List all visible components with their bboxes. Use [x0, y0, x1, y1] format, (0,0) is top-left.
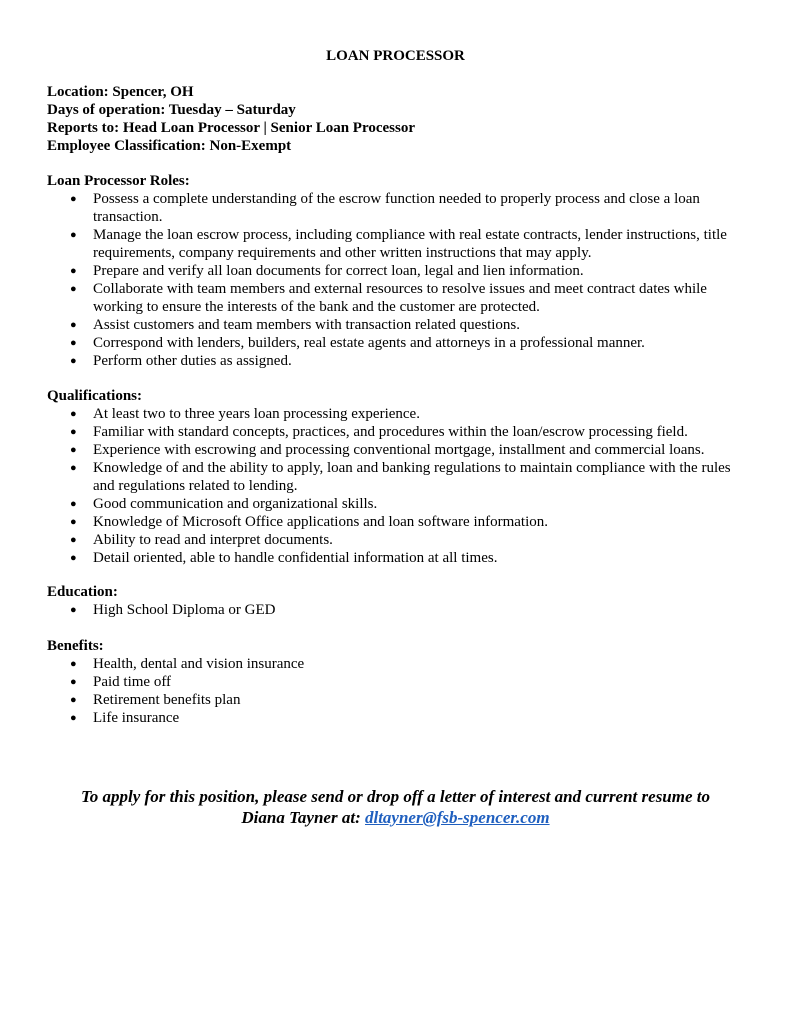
list-item: [47, 280, 743, 316]
bullet-icon: ●: [70, 712, 77, 724]
list-item-text: Perform other duties as assigned.: [93, 353, 292, 369]
education-list: [47, 601, 747, 619]
bullet-icon: ●: [70, 355, 77, 367]
list-item-text: Correspond with lenders, builders, real estate agents and attorneys in a professional manner.: [93, 335, 645, 351]
list-item: [47, 316, 743, 334]
list-item: [47, 709, 743, 727]
list-item-text: Knowledge of and the ability to apply, loan and banking regulations to maintain compliance with the rules and regulations related to lending.: [93, 460, 731, 494]
list-item-text: Possess a complete understanding of the escrow function needed to properly process and close a loan transaction.: [93, 191, 700, 225]
list-item: [47, 334, 743, 352]
bullet-icon: ●: [70, 676, 77, 688]
bullet-icon: ●: [70, 283, 77, 295]
roles-section: [47, 172, 747, 370]
list-item-text: Good communication and organizational skills.: [93, 496, 378, 512]
roles-heading: Loan Processor Roles:: [47, 173, 190, 189]
page-title: LOAN PROCESSOR: [326, 48, 465, 64]
bullet-icon: ●: [70, 462, 77, 474]
list-item: [47, 495, 743, 513]
list-item-text: Knowledge of Microsoft Office applications and loan software information.: [93, 514, 549, 530]
list-item-text: Retirement benefits plan: [93, 692, 241, 708]
list-item-text: Ability to read and interpret documents.: [93, 532, 333, 548]
qualifications-heading: Qualifications:: [47, 388, 143, 404]
education-heading: Education:: [47, 584, 118, 600]
list-item: [47, 190, 743, 226]
bullet-icon: ●: [70, 337, 77, 349]
bullet-icon: ●: [70, 658, 77, 670]
apply-contact-name: Diana Tayner at:: [241, 808, 365, 827]
list-item-text: Health, dental and vision insurance: [93, 656, 305, 672]
bullet-icon: ●: [70, 319, 77, 331]
list-item: [47, 262, 743, 280]
list-item-text: Collaborate with team members and external resources to resolve issues and meet contract dates while working to ensure the interests of the bank and the customer are protected.: [93, 281, 707, 315]
list-item: [47, 441, 743, 459]
list-item-text: Assist customers and team members with transaction related questions.: [93, 317, 520, 333]
list-item-text: At least two to three years loan processing experience.: [93, 406, 420, 422]
location: Location: Spencer, OH: [47, 84, 194, 100]
bullet-icon: ●: [70, 516, 77, 528]
qualifications-section: [47, 387, 747, 567]
apply-line-1: To apply for this position, please send or drop off a letter of interest and current resume to: [80, 787, 711, 806]
list-item-text: Life insurance: [93, 710, 180, 726]
reports-to: Reports to: Head Loan Processor | Senior Loan Processor: [47, 120, 415, 136]
list-item: [47, 513, 743, 531]
job-meta: [47, 83, 415, 155]
benefits-list: [47, 655, 747, 727]
education-section: [47, 583, 747, 619]
list-item: [47, 352, 743, 370]
bullet-icon: ●: [70, 552, 77, 564]
list-item: [47, 423, 743, 441]
employee-classification: Employee Classification: Non-Exempt: [47, 138, 292, 154]
bullet-icon: ●: [70, 426, 77, 438]
benefits-section: [47, 637, 747, 727]
bullet-icon: ●: [70, 265, 77, 277]
list-item: [47, 405, 743, 423]
bullet-icon: ●: [70, 229, 77, 241]
email-link[interactable]: dltayner@fsb-spencer.com: [364, 808, 550, 827]
list-item: [47, 691, 743, 709]
list-item-text: Experience with escrowing and processing conventional mortgage, installment and commercial loans.: [93, 442, 705, 458]
list-item-text: Detail oriented, able to handle confidential information at all times.: [93, 550, 498, 566]
apply-line-2: [0, 807, 791, 828]
bullet-icon: ●: [70, 694, 77, 706]
bullet-icon: ●: [70, 498, 77, 510]
list-item: [47, 549, 743, 567]
list-item: [47, 459, 743, 495]
bullet-icon: ●: [70, 193, 77, 205]
apply-instructions: [0, 786, 791, 828]
list-item: [47, 531, 743, 549]
roles-list: [47, 190, 747, 370]
list-item: [47, 655, 743, 673]
list-item: [47, 226, 743, 262]
bullet-icon: ●: [70, 604, 77, 616]
qualifications-list: [47, 405, 747, 567]
list-item: [47, 673, 743, 691]
bullet-icon: ●: [70, 444, 77, 456]
list-item-text: High School Diploma or GED: [93, 602, 276, 618]
benefits-heading: Benefits:: [47, 638, 104, 654]
list-item-text: Prepare and verify all loan documents for correct loan, legal and lien information.: [93, 263, 584, 279]
list-item-text: Familiar with standard concepts, practices, and procedures within the loan/escrow processing field.: [93, 424, 688, 440]
bullet-icon: ●: [70, 534, 77, 546]
bullet-icon: ●: [70, 408, 77, 420]
list-item: [47, 601, 743, 619]
list-item-text: Manage the loan escrow process, including compliance with real estate contracts, lender instructions, title requirements, company requirements and other written instructions that may apply.: [93, 227, 727, 261]
list-item-text: Paid time off: [93, 674, 172, 690]
days-of-operation: Days of operation: Tuesday – Saturday: [47, 102, 296, 118]
